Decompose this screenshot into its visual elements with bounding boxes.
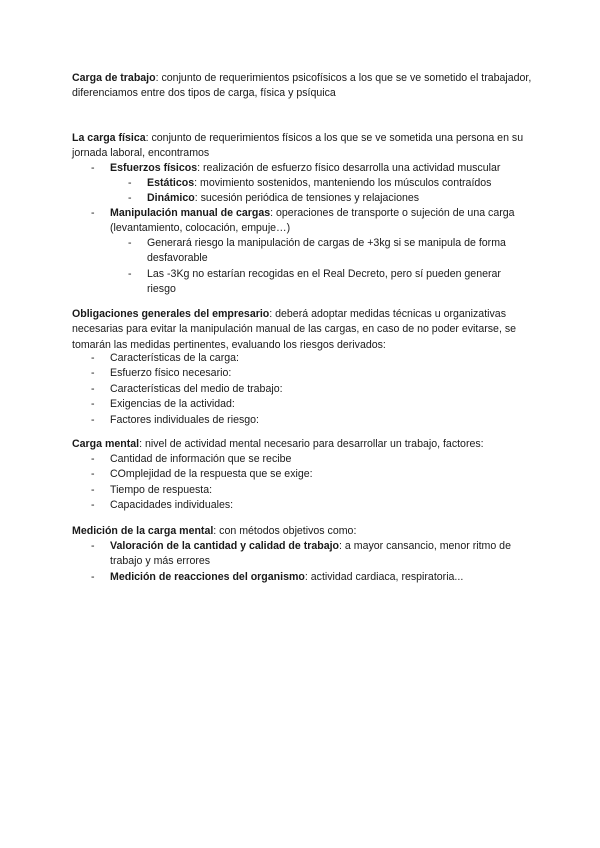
esfuerzos-sublist — [128, 176, 541, 207]
dinamico-term: Dinámico — [147, 192, 195, 205]
carga-mental-list — [91, 452, 541, 514]
list-item — [91, 570, 541, 585]
list-item — [91, 161, 541, 176]
riesgo-menos-3kg-text: Las -3Kg no estarían recogidas en el Real Decreto, pero sí pueden generar riesgo — [147, 267, 501, 296]
carga-mental-text: : nivel de actividad mental necesario para desarrollar un trabajo, factores: — [139, 438, 484, 450]
riesgo-mas-3kg-text: Generará riesgo la manipulación de cargas de +3kg si se manipula de forma desfavorable — [147, 237, 506, 265]
esfuerzos-fisicos-text: : realización de esfuerzo físico desarrolla una actividad muscular — [197, 162, 501, 174]
list-item — [128, 236, 528, 267]
list-item: - Exigencias de la actividad: — [91, 397, 541, 412]
carga-trabajo-term: Carga de trabajo — [72, 72, 156, 84]
list-item — [128, 191, 541, 206]
carga-fisica-paragraph — [72, 131, 542, 162]
obligaciones-text: : deberá adoptar medidas técnicas u organizativas necesarias para evitar la manipulación manual de las cargas, en caso de no poder evitarse, se tomarán las medidas pertinentes, evaluando los riesgos derivados: — [72, 308, 517, 351]
list-item: - Características de la carga: — [91, 351, 541, 366]
estaticos-text: : movimiento sostenidos, manteniendo los músculos contraídos — [194, 177, 492, 189]
list-item: - Cantidad de información que se recibe — [91, 452, 541, 467]
list-item — [91, 206, 541, 237]
obligaciones-term: Obligaciones generales del empresario — [72, 308, 270, 320]
carga-fisica-text: : conjunto de requerimientos físicos a los que se ve sometida una persona en su jornada laboral, encontramos — [72, 132, 524, 160]
reacciones-text: : actividad cardiaca, respiratoria... — [304, 570, 464, 583]
carga-mental-paragraph — [72, 437, 542, 452]
esfuerzos-fisicos-term: Esfuerzos físicos — [110, 162, 198, 174]
medicion-list — [91, 539, 541, 585]
medicion-paragraph — [72, 524, 542, 539]
obligaciones-list — [91, 351, 541, 428]
valoracion-text: : a mayor cansancio, menor ritmo de trabajo y más errores — [110, 540, 511, 568]
carga-trabajo-paragraph — [72, 71, 542, 102]
carga-mental-term: Carga mental — [72, 438, 140, 450]
manipulacion-text: : operaciones de transporte o sujeción de una carga (levantamiento, colocación, empuje…) — [110, 207, 515, 235]
list-item: - COmplejidad de la respuesta que se exige: — [91, 467, 541, 482]
list-item — [91, 539, 541, 570]
estaticos-term: Estáticos — [147, 177, 195, 189]
dinamico-text: : sucesión periódica de tensiones y relajaciones — [194, 192, 420, 205]
list-item: - Factores individuales de riesgo: — [91, 413, 541, 428]
reacciones-term: Medición de reacciones del organismo — [110, 570, 305, 583]
carga-fisica-list — [91, 161, 541, 176]
list-item: - Capacidades individuales: — [91, 498, 541, 513]
list-item: - Características del medio de trabajo: — [91, 382, 541, 397]
obligaciones-paragraph — [72, 307, 542, 353]
valoracion-term: Valoración de la cantidad y calidad de trabajo — [110, 540, 340, 552]
list-item: - Esfuerzo físico necesario: — [91, 366, 541, 381]
list-item — [128, 176, 541, 191]
medicion-text: : con métodos objetivos como: — [213, 525, 357, 537]
manipulacion-term: Manipulación manual de cargas — [110, 207, 271, 219]
manipulacion-list — [91, 206, 541, 237]
manipulacion-sublist — [128, 236, 528, 298]
list-item: - Tiempo de respuesta: — [91, 483, 541, 498]
carga-trabajo-text: : conjunto de requerimientos psicofísicos a los que se ve sometido el trabajador, diferenciamos entre dos tipos de carga, física y psíquica — [72, 72, 532, 100]
carga-fisica-term: La carga física — [72, 132, 146, 144]
list-item — [128, 267, 528, 298]
medicion-term: Medición de la carga mental — [72, 525, 214, 537]
